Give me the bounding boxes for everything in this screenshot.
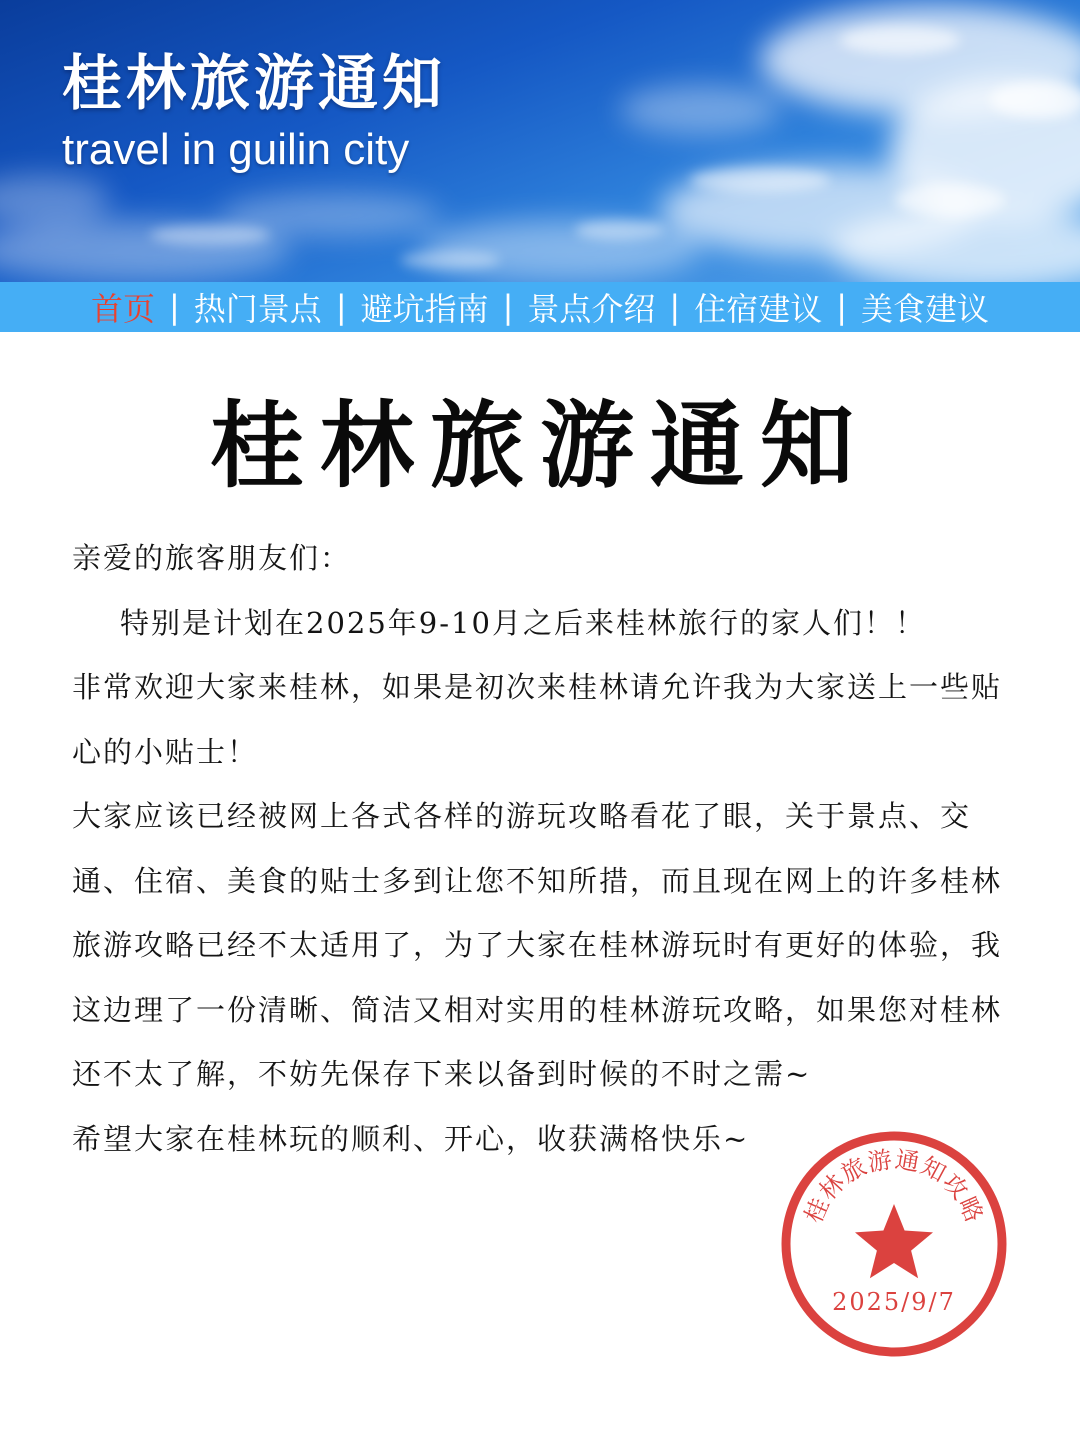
greeting: 亲爱的旅客朋友们： — [72, 541, 352, 575]
nav-separator: | — [335, 288, 347, 326]
paragraph: 大家应该已经被网上各式各样的游玩攻略看花了眼，关于景点、交通、住宿、美食的贴士多到让您不知所措，而且现在网上的许多桂林旅游攻略已经不太适用了，为了大家在桂林游玩时有更好的体验，我这边理了一份清晰、简洁又相对实用的桂林游玩攻略，如果您对桂林还不太了解，不妨先保存下来以备到时候的不时之需~ — [72, 799, 1003, 1091]
nav-item-hot-spots[interactable]: 热门景点 — [193, 290, 322, 328]
paragraph: 非常欢迎大家来桂林，如果是初次来桂林请允许我为大家送上一些贴心的小贴士！ — [72, 670, 1003, 769]
paragraph: 特别是计划在2025年9-10月之后来桂林旅行的家人们！！ — [120, 605, 926, 640]
nav-item-attractions[interactable]: 景点介绍 — [527, 290, 656, 328]
official-seal-stamp — [776, 1126, 1012, 1362]
stamp-arc-text: 桂林旅游通知攻略 — [799, 1145, 989, 1228]
nav-separator: | — [502, 288, 514, 326]
header-title: 桂林旅游通知 — [62, 49, 446, 119]
header-banner — [0, 0, 1080, 282]
nav-separator: | — [836, 288, 847, 326]
top-nav — [0, 282, 1080, 332]
nav-item-food[interactable]: 美食建议 — [860, 290, 989, 328]
header-subtitle: travel in guilin city — [62, 125, 410, 174]
nav-item-pitfall-guide[interactable]: 避坑指南 — [360, 290, 489, 328]
notice-body — [72, 526, 1012, 1171]
nav-item-home[interactable]: 首页 — [91, 290, 156, 328]
nav-separator: | — [169, 288, 180, 326]
nav-separator: | — [669, 288, 681, 326]
paragraph: 希望大家在桂林玩的顺利、开心，收获满格快乐~ — [72, 1121, 750, 1156]
page-title: 桂林旅游通知 — [209, 392, 870, 501]
stamp-date: 2025/9/7 — [832, 1288, 956, 1316]
nav-item-accommodation[interactable]: 住宿建议 — [694, 290, 823, 328]
star-icon — [855, 1204, 933, 1278]
